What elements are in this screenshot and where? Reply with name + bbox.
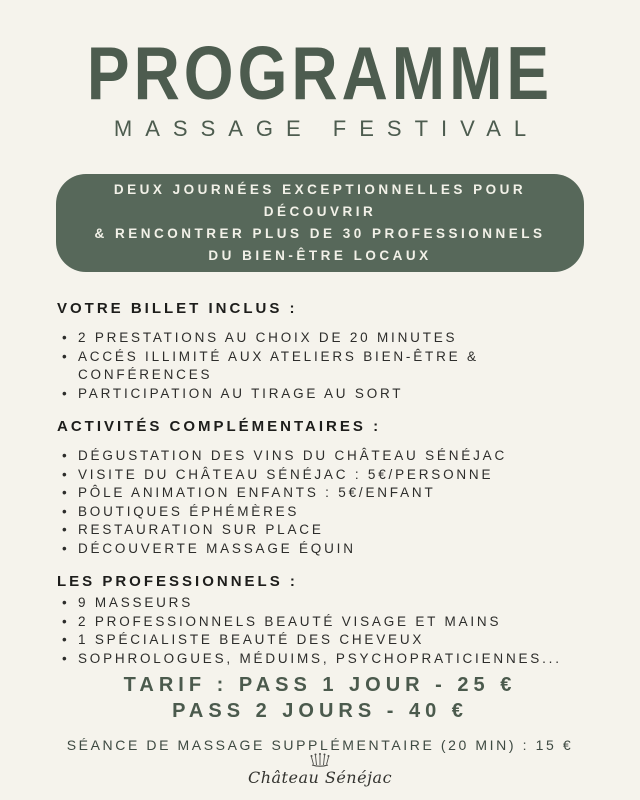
banner-line: & RENCONTRER PLUS DE 30 PROFESSIONNELS bbox=[94, 226, 546, 241]
list-item: • PÔLE ANIMATION ENFANTS : 5€/ENFANT bbox=[57, 484, 610, 503]
ticket-includes-list bbox=[57, 329, 610, 403]
section-ticket-includes bbox=[57, 300, 610, 403]
price-line-1: TARIF : PASS 1 JOUR - 25 € bbox=[123, 674, 517, 696]
intro-banner bbox=[56, 174, 584, 272]
section-heading: LES PROFESSIONNELS : bbox=[57, 573, 298, 590]
list-item: • 9 MASSEURS bbox=[57, 594, 610, 613]
list-item: • BOUTIQUES ÉPHÉMÈRES bbox=[57, 503, 610, 522]
price-line-2: PASS 2 JOURS - 40 € bbox=[172, 700, 468, 722]
price-note: SÉANCE DE MASSAGE SUPPLÉMENTAIRE (20 MIN) : 15 € bbox=[66, 737, 574, 753]
section-complementary-activities bbox=[57, 418, 610, 558]
page-title: PROGRAMME bbox=[86, 30, 554, 116]
complementary-activities-list bbox=[57, 447, 610, 558]
list-item: • 2 PRESTATIONS AU CHOIX DE 20 MINUTES bbox=[57, 329, 610, 348]
list-item: • ACCÉS ILLIMITÉ AUX ATELIERS BIEN-ÊTRE & CONFÉRENCES bbox=[57, 348, 610, 385]
section-heading: ACTIVITÉS COMPLÉMENTAIRES : bbox=[57, 418, 382, 435]
list-item: • 2 PROFESSIONNELS BEAUTÉ VISAGE ET MAINS bbox=[57, 613, 610, 632]
list-item: • 1 SPÉCIALISTE BEAUTÉ DES CHEVEUX bbox=[57, 631, 610, 650]
page-subtitle: MASSAGE FESTIVAL bbox=[113, 116, 540, 141]
list-item: • DÉGUSTATION DES VINS DU CHÂTEAU SÉNÉJAC bbox=[57, 447, 610, 466]
list-item: • RESTAURATION SUR PLACE bbox=[57, 521, 610, 540]
chateau-senejac-logo bbox=[0, 752, 640, 787]
professionals-list bbox=[57, 594, 610, 668]
section-professionals bbox=[57, 573, 610, 668]
pricing bbox=[0, 672, 640, 753]
list-item: • VISITE DU CHÂTEAU SÉNÉJAC : 5€/PERSONNE bbox=[57, 466, 610, 485]
banner-line: DU BIEN-ÊTRE LOCAUX bbox=[208, 248, 432, 263]
section-heading: VOTRE BILLET INCLUS : bbox=[57, 300, 298, 317]
content bbox=[57, 300, 610, 668]
banner-line: DEUX JOURNÉES EXCEPTIONNELLES POUR DÉCOUVRIR bbox=[113, 182, 527, 219]
list-item: • DÉCOUVERTE MASSAGE ÉQUIN bbox=[57, 540, 610, 559]
logo-text: Château Sénéjac bbox=[247, 768, 393, 787]
crown-icon bbox=[305, 752, 335, 767]
list-item: • PARTICIPATION AU TIRAGE AU SORT bbox=[57, 385, 610, 404]
list-item: • SOPHROLOGUES, MÉDUIMS, PSYCHOPRATICIENNES... bbox=[57, 650, 610, 669]
